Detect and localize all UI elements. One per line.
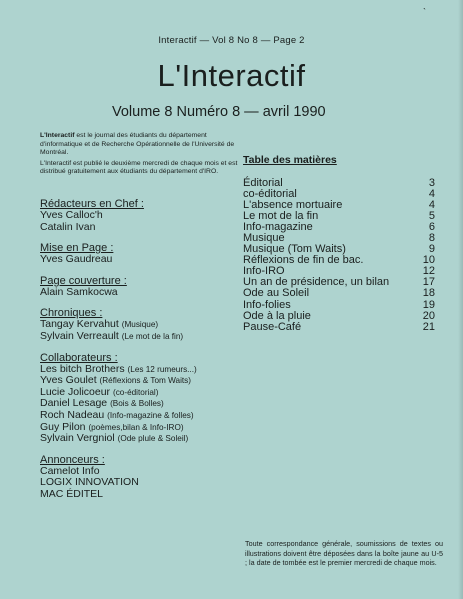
section-heading: Mise en Page :: [40, 242, 114, 255]
page-edge-shadow: [458, 0, 463, 599]
toc-entry-title: Le mot de la fin: [243, 210, 319, 223]
credit-name: Guy Pilon: [40, 420, 89, 433]
credit-role: (Bois & Bolles): [110, 399, 164, 409]
advertiser-name: MAC ÉDITEL: [40, 487, 104, 500]
toc-entry-title: co-éditorial: [243, 188, 297, 201]
credit-role: (co-éditorial): [112, 387, 159, 397]
credit-name: Tangay Kervahut: [40, 318, 122, 331]
credit-name: Catalin Ivan: [40, 220, 96, 233]
credit-role: (Le mot de la fin): [121, 331, 184, 341]
credit-name: Lucie Jolicoeur: [40, 385, 113, 398]
toc-entry-page: 9: [428, 243, 435, 256]
toc-entry: [243, 322, 435, 333]
credit-name: Alain Samkocwa: [40, 285, 118, 298]
credit-name: Daniel Lesage: [40, 397, 111, 410]
toc-entry-page: 5: [428, 210, 435, 223]
credits-section-couverture: [40, 275, 250, 299]
section-heading: Rédacteurs en Chef :: [40, 198, 144, 210]
credit-name: Yves Calloc'h: [40, 209, 103, 221]
credit-role: (Ode plule & Soleil): [117, 434, 189, 444]
credit-line: [40, 331, 250, 343]
credits-section-annonceurs: [40, 454, 250, 501]
credit-name: Sylvain Vergniol: [40, 432, 118, 445]
toc-entry-page: 6: [428, 221, 435, 234]
credit-role: (poèmes,bilan & Info-IRO): [88, 422, 184, 432]
section-heading: Collaborateurs :: [40, 351, 118, 364]
toc-entry-title: Musique (Tom Waits): [243, 243, 346, 256]
toc-entry-title: Un an de présidence, un bilan: [243, 276, 390, 289]
credit-role: (Les 12 rumeurs...): [127, 364, 197, 374]
credit-name: Roch Nadeau: [40, 408, 108, 421]
credit-role: (Info-magazine & folles): [107, 410, 194, 420]
toc-entry-page: 4: [428, 188, 435, 201]
credit-line: [40, 433, 250, 445]
running-head: Interactif — Vol 8 No 8 — Page 2: [158, 35, 305, 46]
toc-entry-page: 21: [422, 320, 435, 333]
credit-role: (Réflexions & Tom Waits): [99, 376, 191, 386]
intro-text-1: est le journal des étudiants du département d'informatique et de Recherche Opérationnelle de l'Université de Montréal.: [40, 132, 235, 157]
toc-entry: [243, 300, 435, 311]
credit-name: Yves Goulet: [40, 374, 100, 387]
intro-paragraph-1: [40, 132, 240, 158]
toc-entry-title: Info-magazine: [243, 221, 313, 234]
toc-entry-title: Pause-Café: [243, 320, 302, 333]
toc-entry-title: Info-IRO: [243, 265, 285, 278]
advertiser-name: LOGIX INNOVATION: [40, 476, 139, 489]
credit-name: Les bitch Brothers: [40, 362, 128, 375]
toc-entry-title: Ode à la pluie: [243, 309, 311, 322]
masthead-title: L'Interactif: [157, 58, 306, 93]
intro-block: [40, 132, 240, 179]
credit-role: (Musique): [121, 320, 159, 330]
credits-section-collaborateurs: [40, 352, 250, 445]
toc-entry-page: 3: [428, 177, 435, 189]
intro-journal-name: L'Interactif: [40, 132, 75, 139]
section-heading: Chroniques :: [40, 307, 103, 320]
credits-section-mise-en-page: [40, 242, 250, 266]
toc-entry: [243, 311, 435, 322]
toc-entry-page: 19: [422, 298, 435, 311]
toc-entry-page: 8: [428, 232, 435, 245]
toc-entry-page: 17: [422, 276, 435, 289]
section-heading: Page couverture :: [40, 274, 127, 287]
toc-entry-page: 4: [428, 199, 435, 212]
toc-entry-page: 20: [422, 309, 435, 322]
credits-section-chroniques: [40, 307, 250, 342]
toc-entry-title: Info-folies: [243, 298, 291, 311]
corner-mark: `: [423, 7, 426, 17]
section-heading: Annonceurs :: [40, 453, 105, 466]
credit-name: Sylvain Verreault: [40, 329, 122, 342]
submission-note: Toute correspondance générale, soumissions de textes ou illustrations doivent être déposées dans la boîte jaune au U-5 ; la date de tombée est le premier mercredi de chaque mois.: [245, 539, 443, 568]
toc-title: Table des matières: [243, 154, 337, 166]
toc-entry-page: 10: [422, 254, 435, 267]
toc-entry-title: Musique: [243, 232, 285, 245]
advertiser-name: Camelot Info: [40, 464, 100, 477]
toc-entry-title: Éditorial: [243, 177, 283, 189]
toc-entry-title: Ode au Soleil: [243, 287, 310, 300]
toc-entry-page: 12: [422, 265, 435, 278]
table-of-contents: [243, 154, 435, 333]
issue-line: Volume 8 Numéro 8 — avril 1990: [112, 104, 326, 120]
credits-column: [40, 198, 250, 510]
credit-name: Yves Gaudreau: [40, 253, 113, 266]
toc-entry: [243, 288, 435, 299]
toc-entry-page: 18: [422, 287, 435, 300]
toc-entry-title: Réflexions de fin de bac.: [243, 254, 364, 267]
credits-section-redacteurs: [40, 198, 250, 233]
toc-entry-title: L'absence mortuaire: [243, 199, 343, 212]
intro-paragraph-2: L'Interactif est publié le deuxième mercredi de chaque mois et est distribué gratuitement aux étudiants du département d'IRO.: [40, 159, 238, 176]
